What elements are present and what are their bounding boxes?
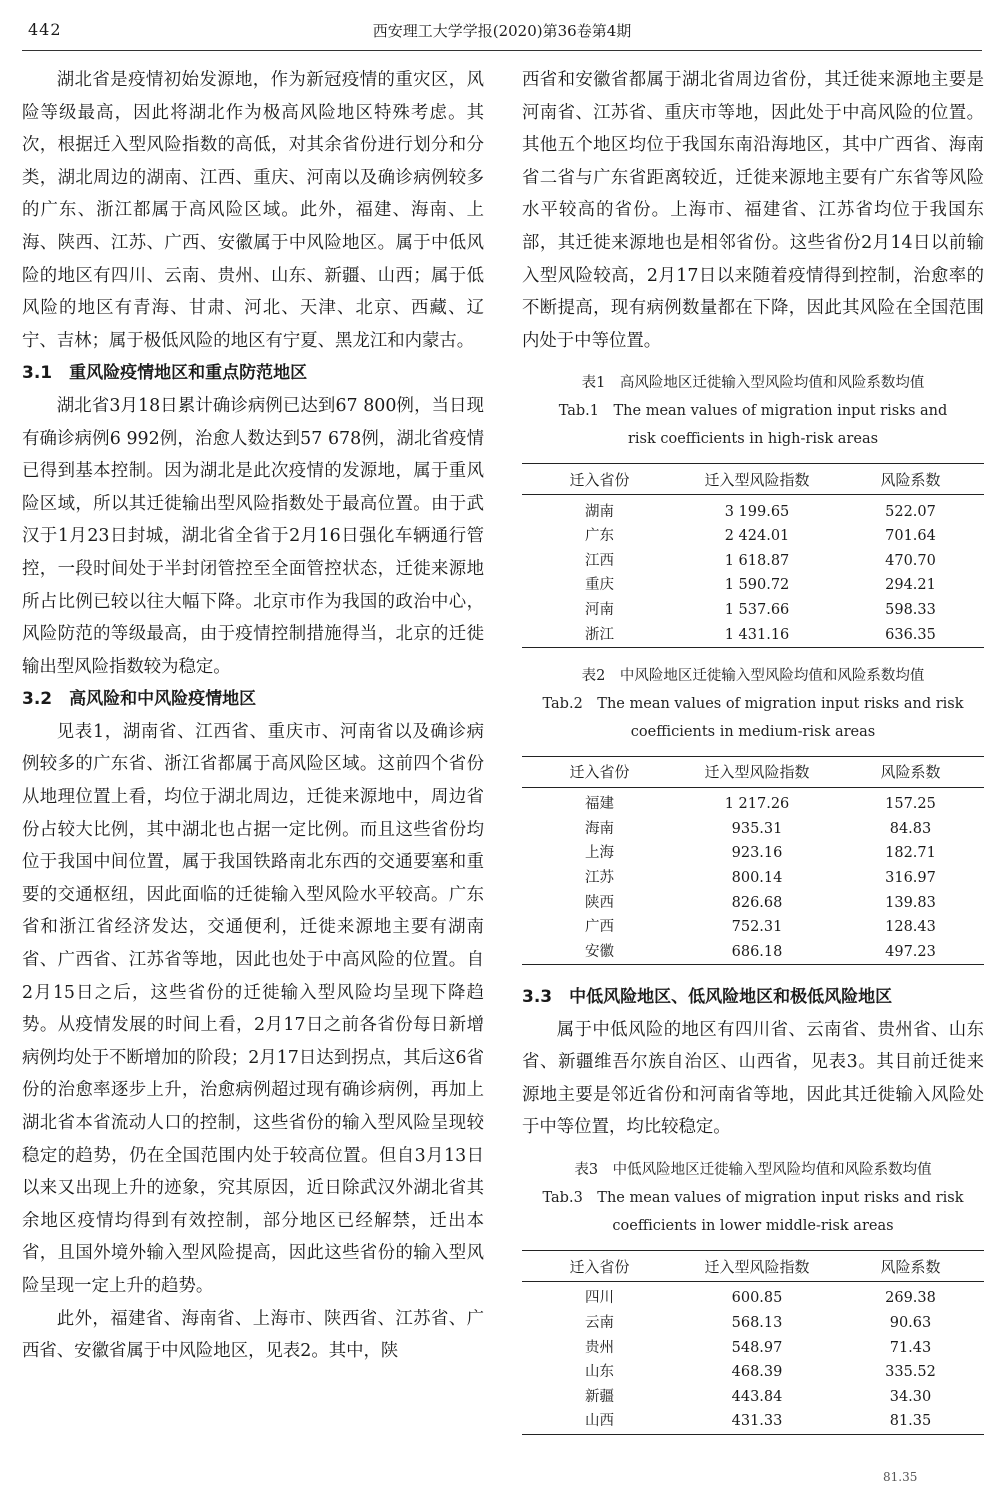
cell-province: 安徽 [585, 943, 614, 960]
cell-province: 上海 [585, 845, 614, 862]
table-1-caption-cn: 表1 高风险地区迁徙输入型风险均值和风险系数均值 [581, 375, 925, 392]
column-header: 风险系数 [837, 1251, 984, 1282]
table-3-caption-cn: 表3 中低风险地区迁徙输入型风险均值和风险系数均值 [574, 1162, 932, 1179]
table-row [522, 524, 984, 549]
cell-province: 山东 [585, 1364, 614, 1381]
cell-province: 山西 [585, 1413, 614, 1430]
cell-province: 陕西 [585, 894, 614, 911]
table-row [522, 817, 984, 842]
cell-province: 福建 [585, 796, 614, 813]
table-1-caption-en: Tab.1 The mean values of migration input risks and [558, 403, 948, 420]
column-header: 迁入型风险指数 [677, 1251, 837, 1282]
cell-risk-coef: 701.64 [885, 528, 936, 545]
table-2-caption-en: Tab.2 The mean values of migration input risks and risk [542, 695, 964, 712]
table-row [522, 1335, 984, 1360]
section-heading-3-2: 3.2 高风险和中风险疫情地区 [22, 689, 257, 710]
cell-risk-coef: 294.21 [885, 577, 936, 594]
cell-risk-index: 1 431.16 [724, 626, 790, 643]
cell-risk-coef: 636.35 [885, 626, 936, 643]
cell-risk-index: 431.33 [731, 1413, 783, 1430]
column-header: 迁入型风险指数 [677, 464, 837, 495]
right-column [522, 64, 984, 1435]
cell-province: 四川 [585, 1290, 614, 1307]
table-row [522, 841, 984, 866]
table-1 [522, 463, 984, 648]
header-rule [22, 50, 982, 51]
cell-risk-coef: 81.35 [889, 1413, 932, 1430]
column-header: 迁入型风险指数 [677, 756, 837, 787]
cell-risk-index: 568.13 [731, 1314, 783, 1331]
cell-province: 江西 [585, 552, 614, 569]
cell-risk-index: 923.16 [731, 845, 783, 862]
table-3-caption-en: Tab.3 The mean values of migration input risks and risk [542, 1190, 964, 1207]
cell-province: 重庆 [585, 577, 614, 594]
cell-risk-coef: 598.33 [885, 602, 936, 619]
paragraph: 见表1，湖南省、江西省、重庆市、河南省以及确诊病例较多的广东省、浙江省都属于高风险区域。这前四个省份从地理位置上看，均位于湖北周边，迁徙来源地中，周边省份占较大比例，其中湖北也占据一定比例。而且这些省份均位于我国中间位置，属于我国铁路南北东西的交通要塞和重要的交通枢纽，因此面临的迁徙输入型风险水平较高。广东省和浙江省经济发达，交通便利，迁徙来源地主要有湖南省、广西省、江苏省等地，因此也处于中高风险的位置。自2月15日之后，这些省份的迁徙输入型风险均呈现下降趋势。从疫情发展的时间上看，2月17日之前各省份每日新增病例均处于不断增加的阶段；2月17日达到拐点，其后这6省份的治愈率逐步上升，治愈病例超过现有确诊病例，再加上湖北省本省流动人口的控制，这些省份的输入型风险呈现较稳定的趋势，仍在全国范围内处于较高位置。但自3月13日以来又出现上升的迹象，究其原因，近日除武汉外湖北省其余地区疫情均得到有效控制，部分地区已经解禁，迁出本省，且国外境外输入型风险提高，因此这些省份的输入型风险呈现一定上升的趋势。 [22, 721, 484, 1296]
cell-risk-index: 3 199.65 [724, 503, 790, 520]
cell-risk-coef: 470.70 [885, 552, 936, 569]
cell-risk-coef: 497.23 [885, 943, 936, 960]
cell-risk-index: 1 618.87 [724, 552, 790, 569]
section-heading-3-3: 3.3 中低风险地区、低风险地区和极低风险地区 [522, 987, 893, 1008]
table-row [522, 1409, 984, 1434]
table-row [522, 866, 984, 891]
column-header: 风险系数 [837, 464, 984, 495]
cell-risk-coef: 139.83 [885, 894, 936, 911]
cell-risk-index: 2 424.01 [724, 528, 790, 545]
cell-province: 海南 [585, 820, 614, 837]
cell-risk-coef: 522.07 [885, 503, 936, 520]
table-row [522, 549, 984, 574]
table-row [522, 1384, 984, 1409]
cell-province: 浙江 [585, 626, 614, 643]
cell-risk-index: 826.68 [731, 894, 783, 911]
cell-risk-index: 1 537.66 [724, 602, 790, 619]
cell-risk-index: 1 590.72 [724, 577, 790, 594]
paragraph: 湖北省3月18日累计确诊病例已达到67 800例，当日现有确诊病例6 992例，治愈人数达到57 678例，湖北省疫情已得到基本控制。因为湖北是此次疫情的发源地，属于重风险区域，所以其迁徙输出型风险指数处于最高位置。由于武汉于1月23日封城，湖北省全省于2月16日强化车辆通行管控，一段时间处于半封闭管控至全面管控状态，迁徙来源地所占比例已较以往大幅下降。北京市作为我国的政治中心，风险防范的等级最高，由于疫情控制措施得当，北京的迁徙输出型风险指数较为稳定。 [22, 395, 484, 677]
paragraph: 西省和安徽省都属于湖北省周边省份，其迁徙来源地主要是河南省、江苏省、重庆市等地，因此处于中高风险的位置。其他五个地区均位于我国东南沿海地区，其中广西省、海南省二省与广东省距离较近，迁徙来源地主要有广东省等风险水平较高的省份。上海市、福建省、江苏省均位于我国东部，其迁徙来源地也是相邻省份。这些省份2月14日以前输入型风险较高，2月17日以来随着疫情得到控制，治愈率的不断提高，现有病例数量都在下降，因此其风险在全国范围内处于中等位置。 [522, 70, 984, 351]
table-row [522, 787, 984, 816]
table-row [522, 1360, 984, 1385]
cell-risk-coef: 128.43 [885, 919, 936, 936]
page-header [22, 18, 982, 46]
cell-province: 江苏 [585, 869, 614, 886]
cell-risk-coef: 182.71 [885, 845, 936, 862]
cell-risk-index: 443.84 [731, 1388, 783, 1405]
cell-risk-index: 935.31 [731, 820, 783, 837]
table-row [522, 915, 984, 940]
cell-risk-index: 686.18 [731, 943, 783, 960]
table-row [522, 495, 984, 524]
journal-title: 西安理工大学学报(2020)第36卷第4期 [372, 22, 632, 40]
table-2-caption-cn: 表2 中风险地区迁徙输入型风险均值和风险系数均值 [581, 667, 925, 684]
table-row [522, 1282, 984, 1311]
cell-risk-coef: 84.83 [889, 820, 932, 837]
cell-risk-index: 1 217.26 [724, 796, 790, 813]
cell-province: 贵州 [585, 1339, 614, 1356]
table-row [522, 622, 984, 647]
column-header: 迁入省份 [522, 464, 677, 495]
cell-risk-coef: 90.63 [889, 1314, 932, 1331]
cell-risk-coef: 335.52 [885, 1364, 936, 1381]
cell-risk-index: 600.85 [731, 1290, 783, 1307]
table-header-row [522, 756, 984, 787]
cell-province: 河南 [585, 602, 614, 619]
table-header-row [522, 464, 984, 495]
cell-risk-coef: 316.97 [885, 869, 936, 886]
left-column [22, 64, 484, 1368]
overlapping-value-text: 81.35 [883, 1470, 918, 1484]
cell-risk-coef: 71.43 [889, 1339, 932, 1356]
page-number: 442 [28, 20, 62, 39]
cell-province: 广西 [585, 919, 614, 936]
cell-province: 云南 [585, 1314, 614, 1331]
paragraph: 湖北省是疫情初始发源地，作为新冠疫情的重灾区，风险等级最高，因此将湖北作为极高风险地区特殊考虑。其次，根据迁入型风险指数的高低，对其余省份进行划分和分类，湖北周边的湖南、江西、重庆、河南以及确诊病例较多的广东、浙江都属于高风险区域。此外，福建、海南、上海、陕西、江苏、广西、安徽属于中风险地区。属于中低风险的地区有四川、云南、贵州、山东、新疆、山西；属于低风险的地区有青海、甘肃、河北、天津、北京、西藏、辽宁、吉林；属于极低风险的地区有宁夏、黑龙江和内蒙古。 [22, 70, 484, 351]
paragraph: 此外，福建省、海南省、上海市、陕西省、江苏省、广西省、安徽省属于中风险地区，见表2。其中，陕 [22, 1308, 484, 1362]
table-row [522, 939, 984, 964]
cell-risk-index: 752.31 [731, 919, 783, 936]
cell-province: 湖南 [585, 503, 614, 520]
column-header: 迁入省份 [522, 756, 677, 787]
cell-risk-index: 800.14 [731, 869, 783, 886]
table-3 [522, 1250, 984, 1435]
cell-province: 广东 [585, 528, 614, 545]
section-heading-3-1: 3.1 重风险疫情地区和重点防范地区 [22, 363, 308, 384]
table-header-row [522, 1251, 984, 1282]
cell-risk-index: 468.39 [731, 1364, 783, 1381]
cell-province: 新疆 [585, 1388, 614, 1405]
cell-risk-coef: 157.25 [885, 796, 936, 813]
cell-risk-index: 548.97 [731, 1339, 783, 1356]
column-header: 风险系数 [837, 756, 984, 787]
column-header: 迁入省份 [522, 1251, 677, 1282]
table-row [522, 1311, 984, 1336]
table-1-caption-en-cont: risk coefficients in high-risk areas [627, 431, 879, 448]
paragraph: 属于中低风险的地区有四川省、云南省、贵州省、山东省、新疆维吾尔族自治区、山西省，见表3。其目前迁徙来源地主要是邻近省份和河南省等地，因此其迁徙输入风险处于中等位置，均比较稳定。 [522, 1019, 984, 1138]
table-row [522, 890, 984, 915]
table-2 [522, 756, 984, 965]
table-row [522, 598, 984, 623]
table-2-caption-en-cont: coefficients in medium-risk areas [630, 723, 876, 740]
table-row [522, 573, 984, 598]
cell-risk-coef: 34.30 [889, 1388, 932, 1405]
cell-risk-coef: 269.38 [885, 1290, 936, 1307]
table-3-caption-en-cont: coefficients in lower middle-risk areas [612, 1218, 894, 1235]
